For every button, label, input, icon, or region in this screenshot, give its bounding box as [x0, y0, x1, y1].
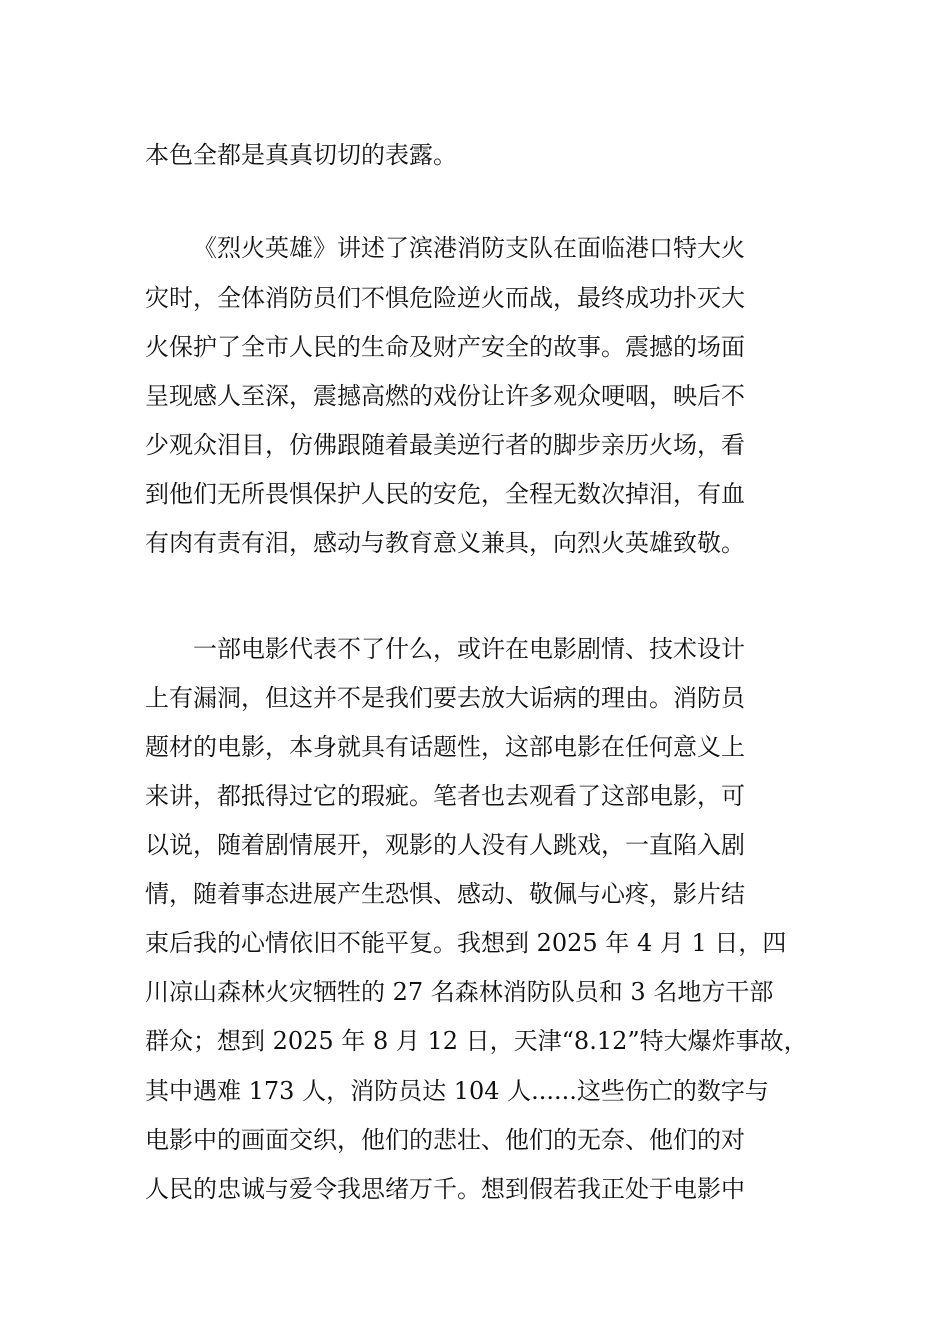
text-line: 《烈火英雄》讲述了滨港消防支队在面临港口特大火: [193, 234, 745, 262]
text-line: 电影中的画面交织，他们的悲壮、他们的无奈、他们的对: [145, 1126, 745, 1154]
text-line: 呈现感人至深，震撼高燃的戏份让许多观众哽咽，映后不: [145, 382, 745, 410]
text-line: 来讲，都抵得过它的瑕疵。笔者也去观看了这部电影，可: [145, 782, 745, 810]
text-line: 有肉有责有泪，感动与教育意义兼具，向烈火英雄致敬。: [145, 529, 745, 557]
text-line: 上有漏洞，但这并不是我们要去放大诟病的理由。消防员: [145, 684, 745, 712]
text-line: 束后我的心情依旧不能平复。我想到 2025 年 4 月 1 日，四: [145, 929, 787, 957]
text-line: 川凉山森林火灾牺牲的 27 名森林消防队员和 3 名地方干部: [145, 978, 774, 1006]
text-line: 本色全都是真真切切的表露。: [145, 141, 457, 169]
text-line: 其中遇难 173 人，消防员达 104 人......这些伤亡的数字与: [145, 1077, 769, 1105]
text-line: 灾时，全体消防员们不惧危险逆火而战，最终成功扑灭大: [145, 284, 745, 312]
text-line: 人民的忠诚与爱令我思绪万千。想到假若我正处于电影中: [145, 1175, 745, 1203]
text-line: 火保护了全市人民的生命及财产安全的故事。震撼的场面: [145, 333, 745, 361]
text-line: 到他们无所畏惧保护人民的安危，全程无数次掉泪，有血: [145, 480, 745, 508]
text-line: 群众；想到 2025 年 8 月 12 日，天津“8.12”特大爆炸事故，: [145, 1027, 808, 1055]
text-line: 少观众泪目，仿佛跟随着最美逆行者的脚步亲历火场，看: [145, 431, 745, 459]
text-line: 以说，随着剧情展开，观影的人没有人跳戏，一直陷入剧: [145, 831, 745, 859]
text-line: 情，随着事态进展产生恐惧、感动、敬佩与心疼，影片结: [145, 880, 745, 908]
text-line: 题材的电影，本身就具有话题性，这部电影在任何意义上: [145, 733, 745, 761]
text-line: 一部电影代表不了什么，或许在电影剧情、技术设计: [193, 635, 745, 663]
